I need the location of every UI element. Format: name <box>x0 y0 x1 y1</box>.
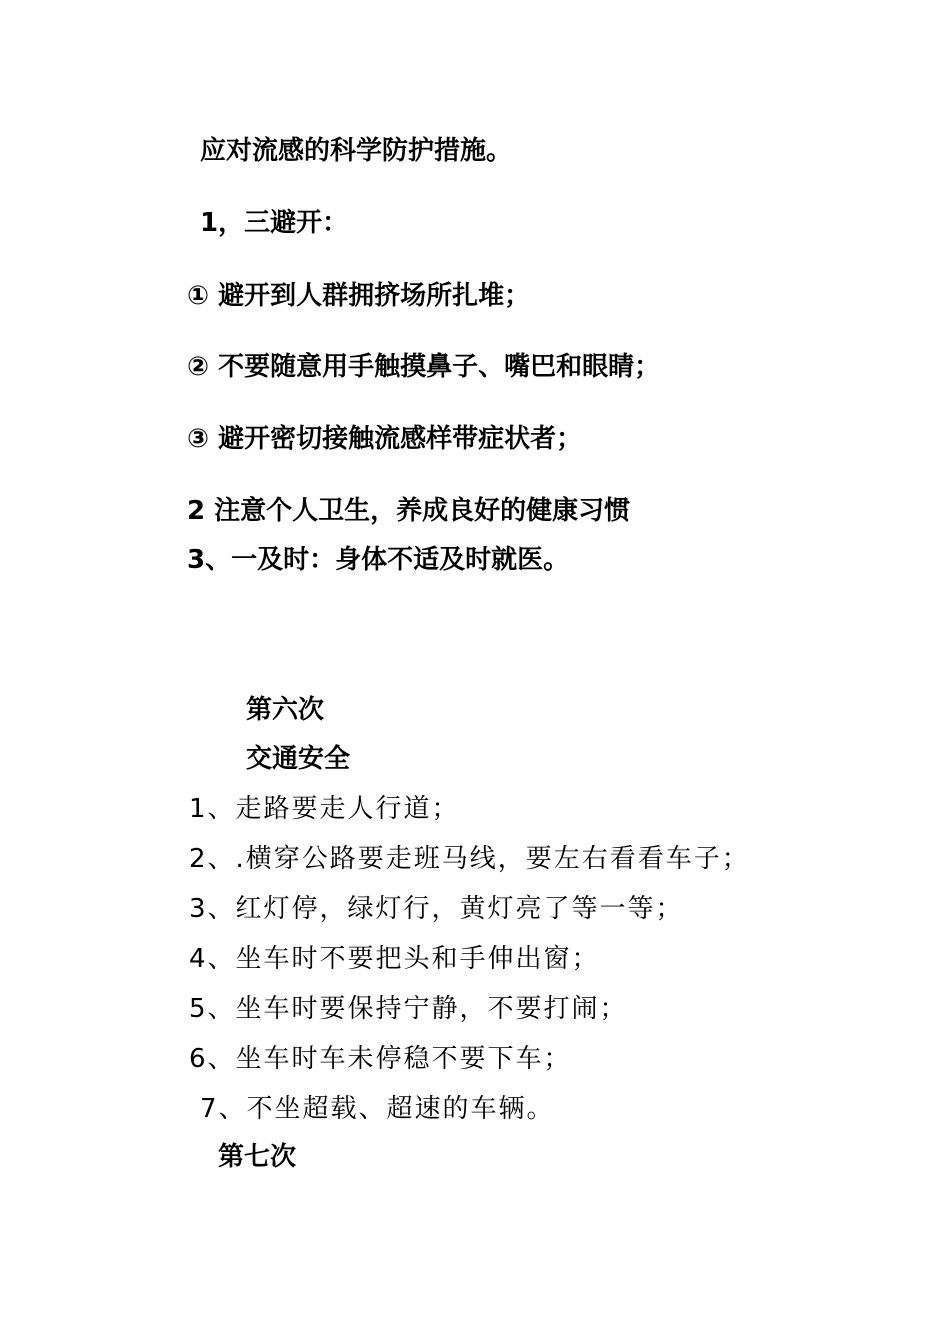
traffic-rule-4: 4、坐车时不要把头和手伸出窗； <box>189 944 600 974</box>
traffic-rule-5: 5、坐车时要保持宁静，不要打闹； <box>189 994 628 1024</box>
session-7-title: 第七次 <box>218 1142 297 1172</box>
avoid-item-1: ① 避开到人群拥挤场所扎堆； <box>187 281 531 311</box>
avoid-item-3: ③ 避开密切接触流感样带症状者； <box>187 424 583 454</box>
flu-heading: 应对流感的科学防护措施。 <box>200 136 513 166</box>
avoid-item-2: ② 不要随意用手触摸鼻子、嘴巴和眼睛； <box>187 352 661 382</box>
traffic-rule-6: 6、坐车时车未停稳不要下车； <box>189 1044 572 1074</box>
session-6-title: 第六次 <box>246 695 325 725</box>
three-avoid-title: 1，三避开： <box>200 208 349 238</box>
traffic-rule-2: 2、.横穿公路要走班马线，要左右看看车子； <box>189 844 750 874</box>
traffic-rule-1: 1、走路要走人行道； <box>189 794 460 824</box>
traffic-rule-3: 3、红灯停，绿灯行，黄灯亮了等一等； <box>189 894 684 924</box>
hygiene-line: 2 注意个人卫生，养成良好的健康习惯 <box>187 496 631 526</box>
timely-line: 3、一及时：身体不适及时就医。 <box>187 545 570 575</box>
session-6-topic: 交通安全 <box>246 744 351 774</box>
traffic-rule-7: 7、不坐超载、超速的车辆。 <box>200 1094 555 1124</box>
